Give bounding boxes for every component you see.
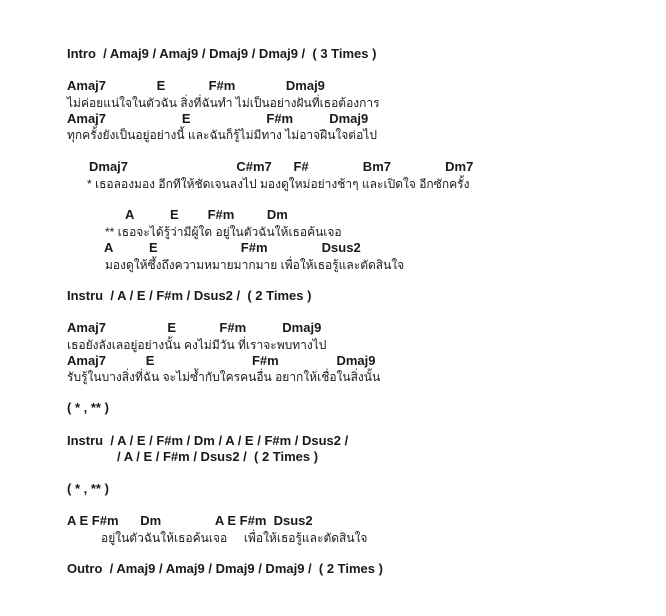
chord-line: Dmaj7 C#m7 F# Bm7 Dm7 — [89, 159, 474, 174]
intro-line: Intro / Amaj9 / Amaj9 / Dmaj9 / Dmaj9 / ( 3 Times ) — [67, 46, 377, 61]
lyric-line: ไม่ค่อยแน่ใจในตัวฉัน สิ่งที่ฉันทำ ไม่เป็นอย่างฝันที่เธอต้องการ — [67, 96, 380, 110]
outro-line: Outro / Amaj9 / Amaj9 / Dmaj9 / Dmaj9 / ( 2 Times ) — [67, 561, 383, 576]
instrumental-line: Instru / A / E / F#m / Dsus2 / ( 2 Times ) — [67, 288, 312, 303]
lyric-line-chorus-b: ** เธอจะได้รู้ว่ามีผู้ใด อยู่ในตัวฉันให้เธอค้นเจอ — [105, 225, 342, 239]
chord-line: Amaj7 E F#m Dmaj9 — [67, 353, 376, 368]
chord-line: Amaj7 E F#m Dmaj9 — [67, 78, 325, 93]
chord-line: A E F#m Dsus2 — [104, 240, 361, 255]
lyric-line: อยู่ในตัวฉันให้เธอค้นเจอ เพื่อให้เธอรู้และตัดสินใจ — [101, 531, 368, 545]
instrumental-line: Instru / A / E / F#m / Dm / A / E / F#m / Dsus2 / — [67, 433, 349, 448]
instrumental-line: / A / E / F#m / Dsus2 / ( 2 Times ) — [117, 449, 319, 464]
lyric-line: เธอยังลังเลอยู่อย่างนั้น คงไม่มีวัน ที่เราจะพบทางไป — [67, 338, 327, 352]
chord-line: A E F#m Dm A E F#m Dsus2 — [67, 513, 313, 528]
chord-line: A E F#m Dm — [125, 207, 288, 222]
lyric-line: รับรู้ในบางสิ่งที่ฉัน จะไม่ซ้ำกับใครคนอื่น อยากให้เชื่อในสิ่งนั้น — [67, 370, 381, 384]
repeat-marker: ( * , ** ) — [67, 400, 109, 415]
lyric-line: มองดูให้ซึ้งถึงความหมายมากมาย เพื่อให้เธอรู้และตัดสินใจ — [105, 258, 405, 272]
chord-line: Amaj7 E F#m Dmaj9 — [67, 320, 322, 335]
lyric-line-chorus-a: * เธอลองมอง อีกทีให้ชัดเจนลงไป มองดูใหม่อย่างช้าๆ และเปิดใจ อีกซักครั้ง — [87, 177, 470, 191]
chord-line: Amaj7 E F#m Dmaj9 — [67, 111, 369, 126]
lyric-line: ทุกครั้งยังเป็นอยู่อย่างนี้ และฉันก็รู้ไม่มีทาง ไม่อาจฝืนใจต่อไป — [67, 128, 377, 142]
repeat-marker: ( * , ** ) — [67, 481, 109, 496]
